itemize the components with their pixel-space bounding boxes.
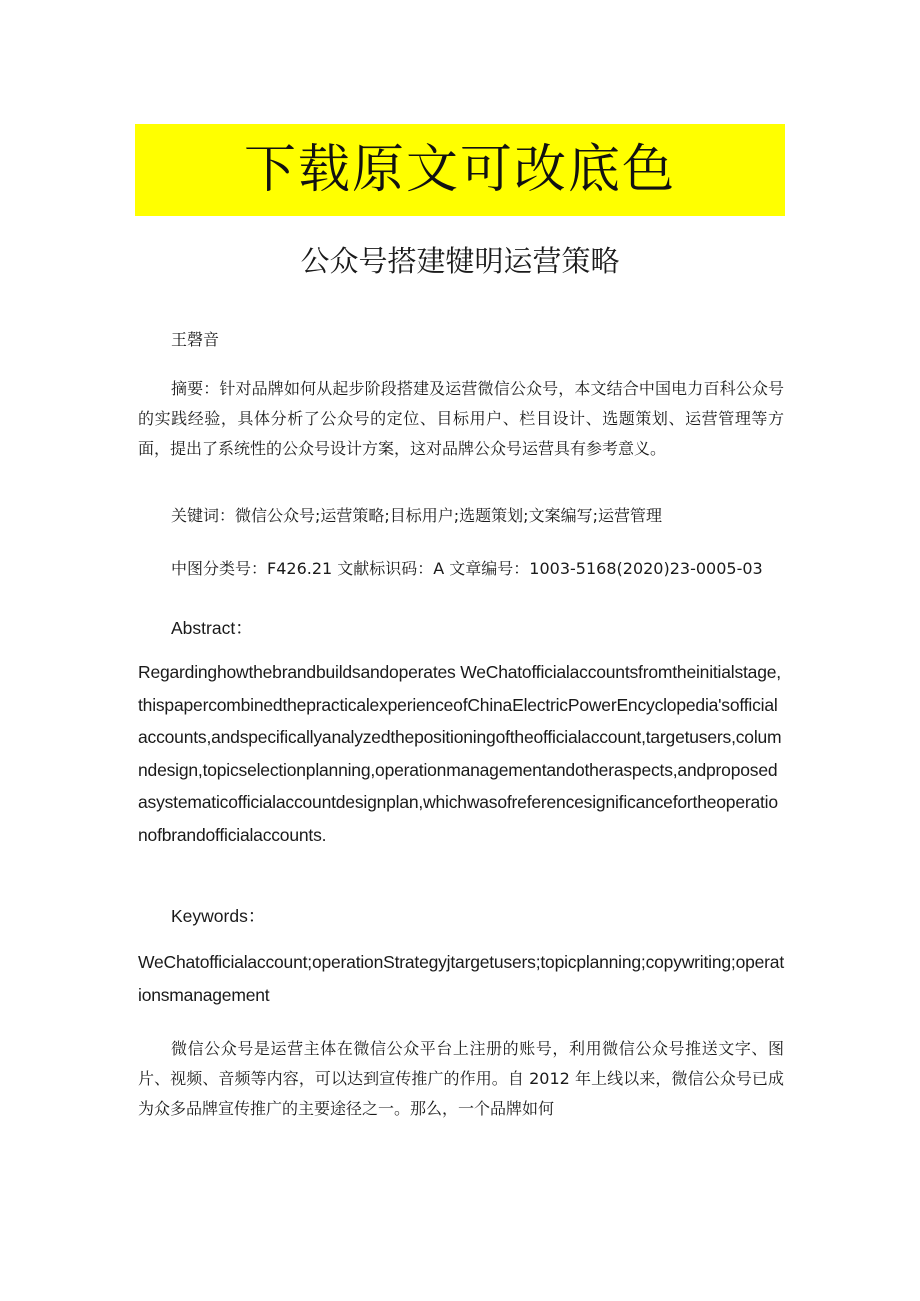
- keywords-en-label: Keywords：: [171, 906, 266, 926]
- keywords-cn: 关键词：微信公众号;运营策略;目标用户;选题策划;文案编写;运营管理: [171, 506, 662, 525]
- keywords-en: WeChatofficialaccount;operationStrategyjtargetusers;topicplanning;copywriting;operationsmanagement: [138, 952, 784, 1005]
- author: 王磬音: [171, 330, 220, 349]
- abstract-en-label: Abstract：: [171, 618, 253, 638]
- body-paragraph: 微信公众号是运营主体在微信公众平台上注册的账号，利用微信公众号推送文字、图片、视频、音频等内容，可以达到宣传推广的作用。自 2012 年上线以来，微信公众号已成为众多品牌宣传推广的主要途径之一。那么，一个品牌如何: [138, 1039, 784, 1118]
- banner-text: 下载原文可改底色: [243, 140, 676, 200]
- banner: [135, 124, 785, 216]
- page-title: 公众号搭建犍明运营策略: [300, 244, 620, 278]
- classification: 中图分类号：F426.21 文献标识码：A 文章编号：1003-5168(2020)23-0005-03: [171, 559, 763, 578]
- abstract-en: Regardinghowthebrandbuildsandoperates WeChatofficialaccountsfromtheinitialstage,thispapercombinedthepracticalexperienceofChinaElectricPowerEncyclopedia'sofficialaccounts,andspecificallyanalyzedthepositioningoftheofficialaccount,targetusers,columndesign,topicselectionplanning,operationmanagementandotheraspects,andproposedasystematicofficialaccountdesignplan,whichwasofreferencesignificancefortheoperationofbrandofficialaccounts.: [138, 662, 782, 845]
- abstract-cn: 摘要：针对品牌如何从起步阶段搭建及运营微信公众号，本文结合中国电力百科公众号的实践经验，具体分析了公众号的定位、目标用户、栏目设计、选题策划、运营管理等方面，提出了系统性的公众号设计方案，这对品牌公众号运营具有参考意义。: [138, 379, 784, 458]
